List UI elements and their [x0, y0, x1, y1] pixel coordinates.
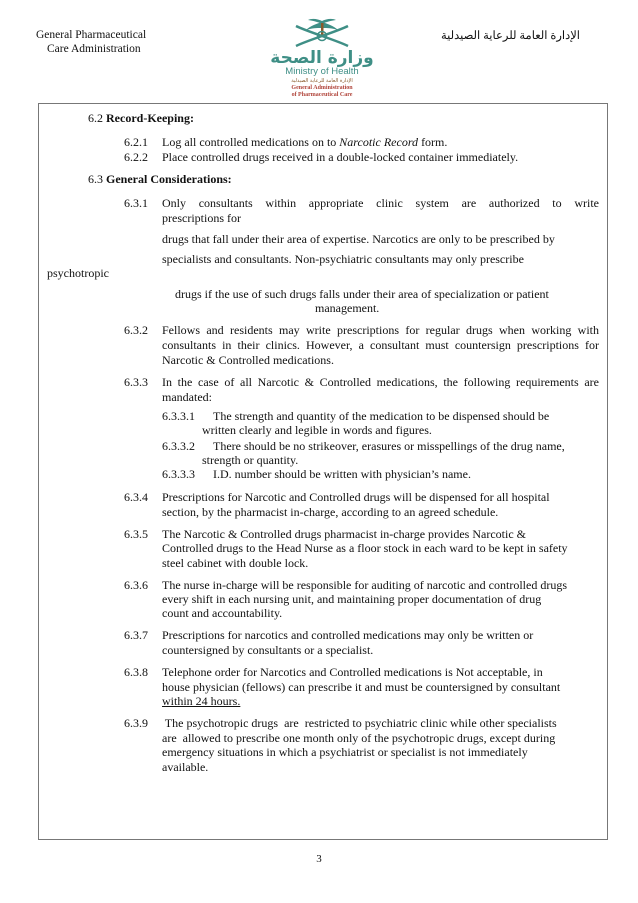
- item-6-3-8-line1: Telephone order for Narcotics and Controlled medications is Not acceptable, in: [162, 665, 543, 679]
- logo-english-sub2: of Pharmaceutical Care: [291, 92, 353, 98]
- item-6-3-1-line3: drugs that fall under their area of expertise. Narcotics are only to be prescribed by: [162, 232, 555, 246]
- item-6-3-8-line3: within 24 hours.: [162, 694, 241, 708]
- section-title: General Considerations:: [106, 172, 232, 186]
- item-6-3-1-number: 6.3.1: [124, 196, 148, 210]
- item-6-3-3-3-number: 6.3.3.3: [162, 467, 195, 481]
- item-6-3-9-line3: emergency situations in which a psychiatrist or specialist is not immediately: [162, 745, 528, 759]
- header-org-line2: Care Administration: [47, 43, 141, 55]
- item-6-2-2-text: Place controlled drugs received in a double-locked container immediately.: [162, 150, 519, 164]
- item-6-3-1-line1: Only consultants within appropriate clinic system are authorized to write: [162, 196, 599, 210]
- header-org-line1: General Pharmaceutical: [36, 29, 147, 41]
- item-6-3-5-line2: Controlled drugs to the Head Nurse as a floor stock in each ward to be kept in safety: [162, 541, 568, 555]
- item-6-3-1-line2: prescriptions for: [162, 211, 241, 225]
- logo-english-title: Ministry of Health: [285, 66, 359, 77]
- item-6-3-1-line7: management.: [315, 301, 380, 315]
- section-number: 6.2: [88, 111, 103, 125]
- item-6-2-1-number: 6.2.1: [124, 135, 148, 149]
- item-6-3-3-1-line2: written clearly and legible in words and figures.: [202, 423, 432, 437]
- item-6-3-4-line2: section, by the pharmacist in-charge, according to an agreed schedule.: [162, 505, 499, 519]
- item-6-3-6-line1: The nurse in-charge will be responsible for auditing of narcotic and controlled drugs: [162, 578, 567, 592]
- item-6-3-3-text: In the case of all Narcotic & Controlled medications, the following requirements are mandated:: [162, 375, 599, 404]
- item-6-3-7-line1: Prescriptions for narcotics and controlled medications may only be written or: [162, 628, 534, 642]
- item-6-3-4-line1: Prescriptions for Narcotic and Controlled drugs will be dispensed for all hospital: [162, 490, 550, 504]
- item-6-3-3-1-number: 6.3.3.1: [162, 409, 195, 423]
- item-6-3-5-number: 6.3.5: [124, 527, 148, 541]
- item-6-3-3-2-number: 6.3.3.2: [162, 439, 195, 453]
- item-6-3-7-number: 6.3.7: [124, 628, 148, 642]
- item-6-2-2-number: 6.2.2: [124, 150, 148, 164]
- item-6-3-3-number: 6.3.3: [124, 375, 148, 389]
- item-6-3-5-line3: steel cabinet with double lock.: [162, 556, 309, 570]
- item-6-3-6-number: 6.3.6: [124, 578, 148, 592]
- item-6-3-2-text: Fellows and residents may write prescriptions for regular drugs when working with consultants in their clinics. However, a consultant must countersign prescriptions for Narcotic & Controlled medications.: [162, 323, 599, 367]
- section-6-2-heading: [88, 111, 194, 126]
- section-number: 6.3: [88, 172, 103, 186]
- item-6-3-9-line1: The psychotropic drugs are restricted to psychiatric clinic while other specialists: [162, 716, 557, 730]
- item-6-3-1-line4: specialists and consultants. Non-psychiatric consultants may only prescribe: [162, 252, 524, 266]
- item-6-3-9-number: 6.3.9: [124, 716, 148, 730]
- logo-arabic-title: وزارة الصحة: [270, 48, 374, 68]
- item-6-3-3-2-line1: There should be no strikeover, erasures or misspellings of the drug name,: [213, 439, 565, 453]
- item-6-3-3-2-line2: strength or quantity.: [202, 453, 299, 467]
- item-6-3-9-line2: are allowed to prescribe one month only of the psychotropic drugs, except during: [162, 731, 556, 745]
- section-6-3-heading: [88, 172, 232, 187]
- logo-english-sub1: General Administration: [291, 85, 353, 91]
- item-text-part: form.: [421, 135, 448, 149]
- ministry-of-health-logo: [262, 16, 382, 100]
- item-6-3-7-line2: countersigned by consultants or a specialist.: [162, 643, 374, 657]
- moh-emblem-icon: [262, 16, 382, 100]
- item-6-3-4-number: 6.3.4: [124, 490, 148, 504]
- header-org-english: [36, 28, 146, 56]
- item-6-3-1-line5: psychotropic: [47, 266, 109, 280]
- item-6-3-3-1-line1: The strength and quantity of the medication to be dispensed should be: [213, 409, 550, 423]
- logo-arabic-subtitle: الإدارة العامة للرعاية الصيدلية: [291, 78, 353, 84]
- item-6-3-1-line6: drugs if the use of such drugs falls under their area of specialization or patient: [175, 287, 549, 301]
- item-6-3-2-number: 6.3.2: [124, 323, 148, 337]
- section-title: Record-Keeping:: [106, 111, 194, 125]
- item-6-3-6-line3: count and accountability.: [162, 606, 283, 620]
- item-text-part: Log all controlled medications on to: [162, 135, 337, 149]
- item-6-3-8-line2: house physician (fellows) can prescribe it and must be countersigned by consultant: [162, 680, 561, 694]
- item-6-3-6-line2: every shift in each nursing unit, and maintaining proper documentation of drug: [162, 592, 542, 606]
- item-6-3-8-number: 6.3.8: [124, 665, 148, 679]
- header-org-arabic: الإدارة العامة للرعاية الصيدلية: [440, 30, 580, 42]
- item-6-3-9-line4: available.: [162, 760, 209, 774]
- narcotic-record-form-name: Narcotic Record: [339, 135, 419, 149]
- item-6-3-3-3-text: I.D. number should be written with physician’s name.: [213, 467, 471, 481]
- item-6-3-5-line1: The Narcotic & Controlled drugs pharmacist in-charge provides Narcotic &: [162, 527, 526, 541]
- item-6-2-1-text: [162, 135, 447, 150]
- page-number: 3: [316, 853, 322, 865]
